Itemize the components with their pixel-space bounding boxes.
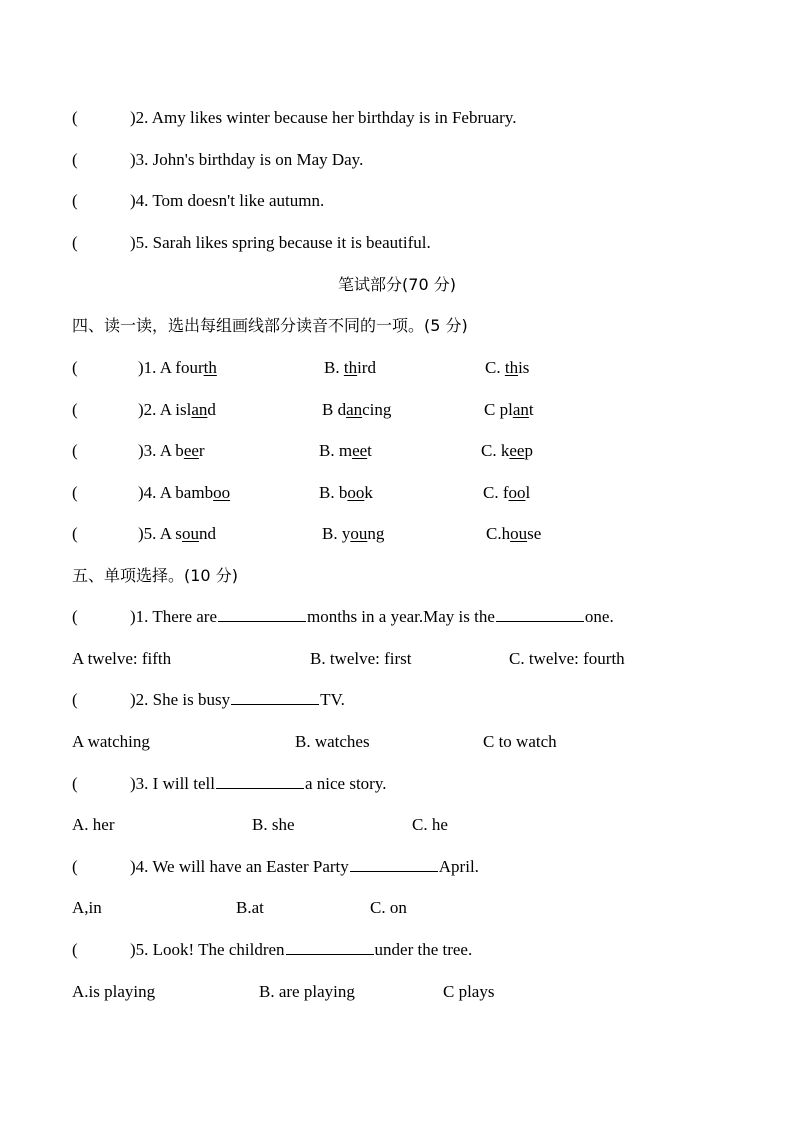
option-b: B dancing	[322, 400, 392, 419]
answer-paren[interactable]: (	[72, 940, 78, 959]
option-c: C plant	[484, 400, 534, 419]
option-c: C.house	[486, 524, 542, 543]
option-a: A twelve: fifth	[72, 649, 172, 668]
answer-paren[interactable]: (	[72, 400, 78, 419]
judge-item-text: )5. Sarah likes spring because it is beautiful.	[130, 233, 431, 252]
question-text: )5. Look! The children under the tree.	[130, 940, 473, 959]
option-a: A,in	[72, 898, 102, 917]
option-b: B. young	[322, 524, 385, 543]
option-b: B. twelve: first	[310, 649, 412, 668]
option-c: C. fool	[483, 483, 531, 502]
option-c: C. on	[370, 898, 407, 917]
option-b: B. are playing	[259, 982, 355, 1001]
option-b: B. book	[319, 483, 373, 502]
option-c: C. twelve: fourth	[509, 649, 625, 668]
answer-blank[interactable]	[496, 605, 584, 622]
answer-blank[interactable]	[286, 938, 374, 955]
written-part-title: 笔试部分(70 分)	[338, 275, 456, 294]
option-a: A. her	[72, 815, 115, 834]
option-a: )4. A bamboo	[138, 483, 231, 502]
answer-paren[interactable]: (	[72, 690, 78, 709]
option-a: )3. A beer	[138, 441, 205, 460]
answer-blank[interactable]	[231, 688, 319, 705]
option-a: )2. A island	[138, 400, 216, 419]
question-text: )3. I will tell a nice story.	[130, 774, 387, 793]
question-text: )1. There are months in a year.May is the one.	[130, 607, 614, 626]
answer-paren[interactable]: (	[72, 150, 78, 169]
option-b: B. watches	[295, 732, 370, 751]
answer-paren[interactable]: (	[72, 774, 78, 793]
option-a: )5. A sound	[138, 524, 216, 543]
answer-paren[interactable]: (	[72, 108, 78, 127]
section5-title: 五、单项选择。(10 分)	[72, 566, 238, 585]
answer-paren[interactable]: (	[72, 483, 78, 502]
answer-paren[interactable]: (	[72, 233, 78, 252]
answer-blank[interactable]	[218, 605, 306, 622]
answer-paren[interactable]: (	[72, 524, 78, 543]
answer-paren[interactable]: (	[72, 607, 78, 626]
option-c: C plays	[443, 982, 495, 1001]
answer-paren[interactable]: (	[72, 358, 78, 377]
option-b: B.at	[236, 898, 264, 917]
option-c: C. this	[485, 358, 530, 377]
answer-blank[interactable]	[350, 855, 438, 872]
option-b: B. she	[252, 815, 295, 834]
option-a: A.is playing	[72, 982, 156, 1001]
judge-item-text: )2. Amy likes winter because her birthday is in February.	[130, 108, 517, 127]
judge-item-text: )4. Tom doesn't like autumn.	[130, 191, 325, 210]
option-c: C. he	[412, 815, 448, 834]
option-c: C. keep	[481, 441, 533, 460]
answer-paren[interactable]: (	[72, 191, 78, 210]
option-b: B. meet	[319, 441, 372, 460]
question-text: )4. We will have an Easter Party April.	[130, 857, 479, 876]
section4-title: 四、读一读，选出每组画线部分读音不同的一项。(5 分)	[72, 316, 468, 335]
option-c: C to watch	[483, 732, 557, 751]
answer-paren[interactable]: (	[72, 857, 78, 876]
option-b: B. third	[324, 358, 376, 377]
question-text: )2. She is busy TV.	[130, 690, 345, 709]
option-a: )1. A fourth	[138, 358, 217, 377]
answer-paren[interactable]: (	[72, 441, 78, 460]
answer-blank[interactable]	[216, 772, 304, 789]
option-a: A watching	[72, 732, 150, 751]
judge-item-text: )3. John's birthday is on May Day.	[130, 150, 364, 169]
